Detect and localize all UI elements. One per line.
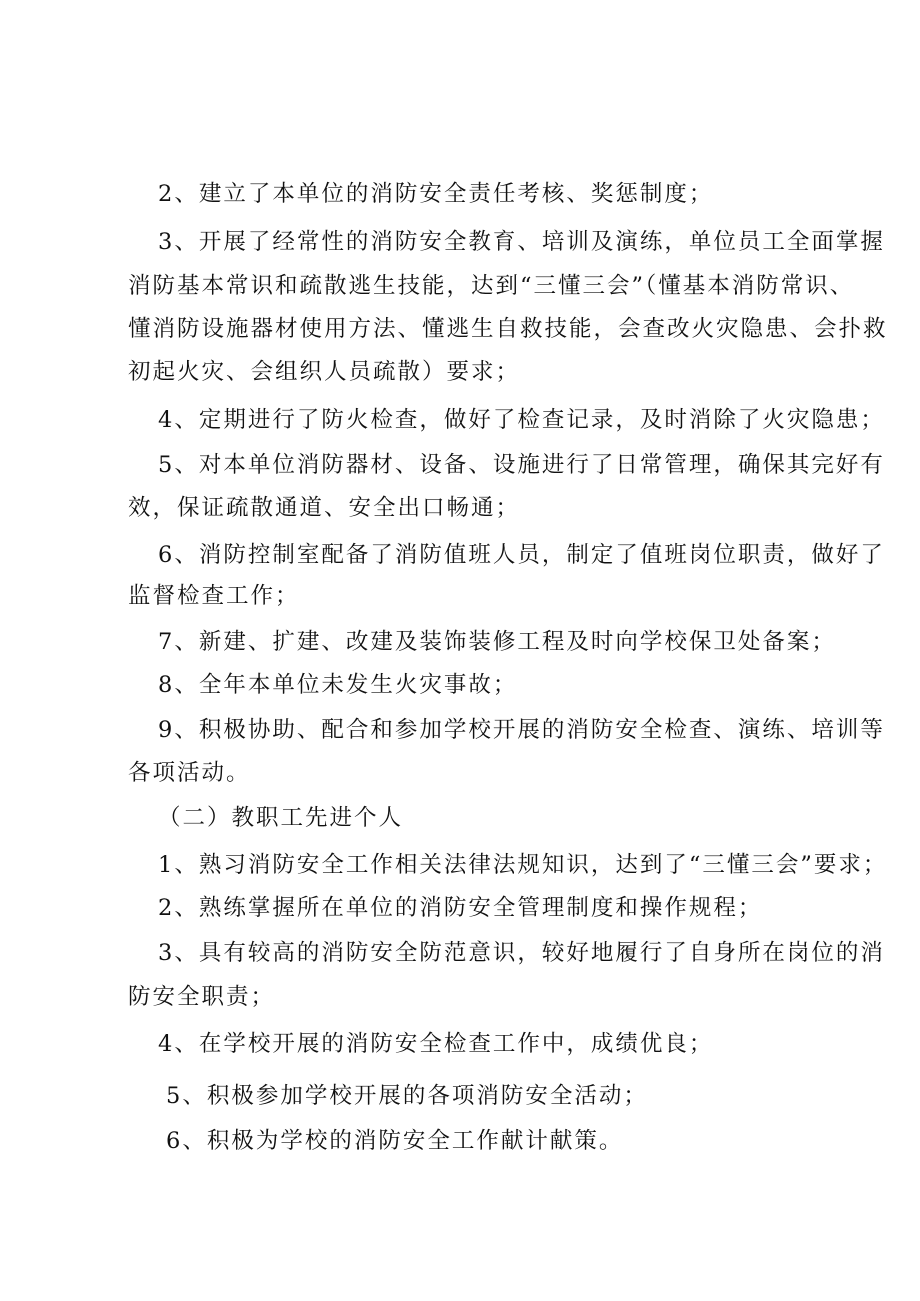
paragraph-line: 4、定期进行了防火检查，做好了检查记录，及时消除了火灾隐患；	[158, 407, 885, 433]
paragraph-line: 1、熟习消防安全工作相关法律法规知识，达到了“三懂三会”要求；	[158, 852, 888, 878]
paragraph-line: 7、新建、扩建、改建及装饰装修工程及时向学校保卫处备案；	[158, 629, 836, 655]
paragraph-line: 3、开展了经常性的消防安全教育、培训及演练，单位员工全面掌握	[158, 229, 885, 255]
paragraph-line: 8、全年本单位未发生火灾事故；	[158, 672, 518, 698]
paragraph-line: 6、积极为学校的消防安全工作献计献策。	[166, 1128, 624, 1154]
paragraph-line: 初起火灾、会组织人员疏散）要求；	[128, 359, 521, 385]
paragraph-line: 2、建立了本单位的消防安全责任考核、奖惩制度；	[158, 181, 714, 207]
paragraph-line: 各项活动。	[128, 760, 251, 786]
paragraph-line: 5、积极参加学校开展的各项消防安全活动；	[166, 1083, 648, 1109]
paragraph-line: 4、在学校开展的消防安全检查工作中，成绩优良；	[158, 1031, 714, 1057]
paragraph-line: 消防基本常识和疏散逃生技能，达到“三懂三会”（懂基本消防常识、	[128, 273, 855, 299]
paragraph-line: 效，保证疏散通道、安全出口畅通；	[128, 495, 521, 521]
paragraph-line: 监督检查工作；	[128, 583, 300, 609]
paragraph-line: 懂消防设施器材使用方法、懂逃生自救技能，会查改火灾隐患、会扑救	[128, 316, 888, 342]
paragraph-line: 2、熟练掌握所在单位的消防安全管理制度和操作规程；	[158, 895, 763, 921]
section-heading: （二）教职工先进个人	[158, 805, 404, 831]
paragraph-line: 6、消防控制室配备了消防值班人员，制定了值班岗位职责，做好了	[158, 542, 885, 568]
paragraph-line: 3、具有较高的消防安全防范意识，较好地履行了自身所在岗位的消	[158, 940, 885, 966]
paragraph-line: 9、积极协助、配合和参加学校开展的消防安全检查、演练、培训等	[158, 717, 885, 743]
paragraph-line: 防安全职责；	[128, 984, 276, 1010]
paragraph-line: 5、对本单位消防器材、设备、设施进行了日常管理，确保其完好有	[158, 452, 885, 478]
